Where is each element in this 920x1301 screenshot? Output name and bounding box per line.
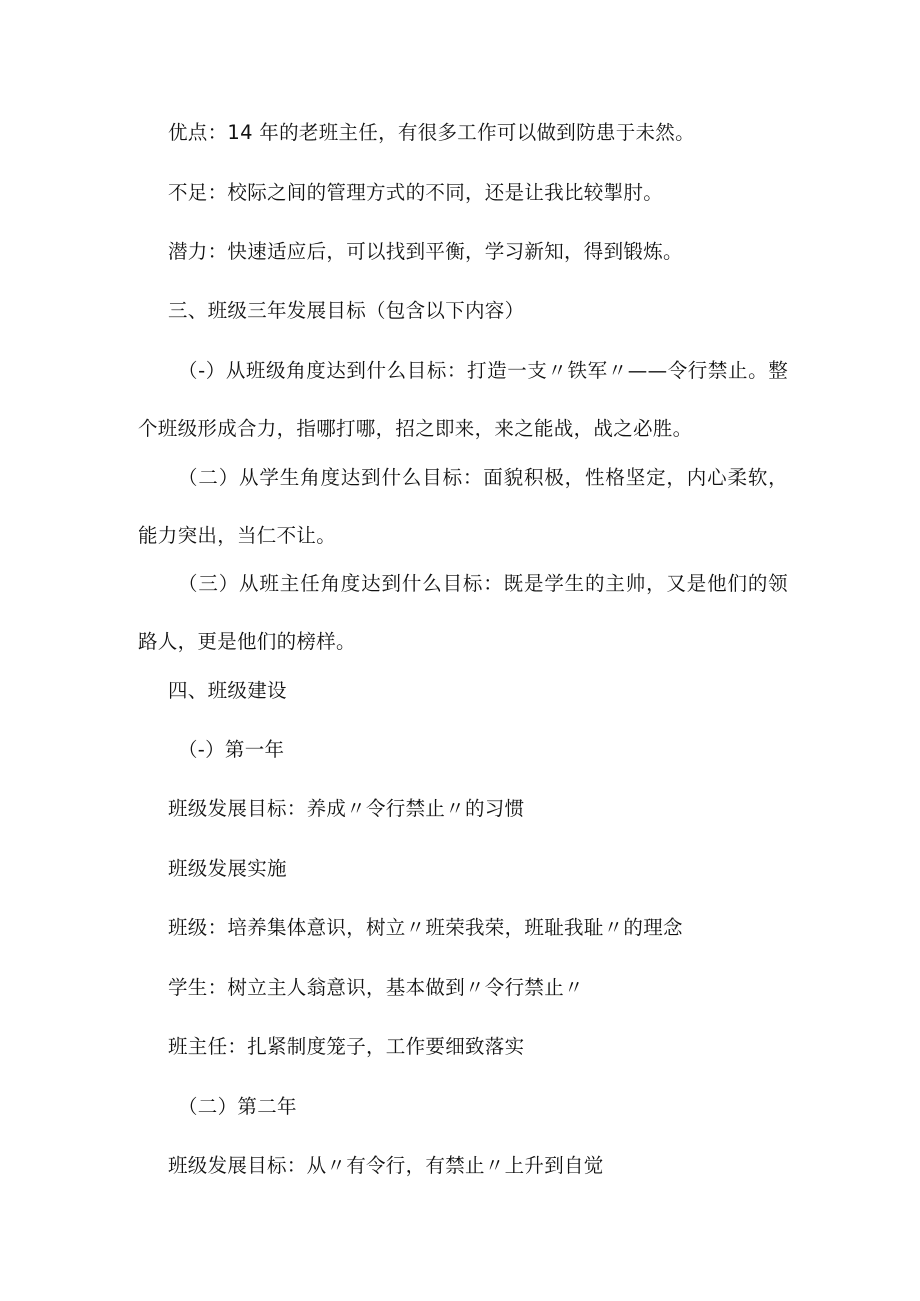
year-1-class-item: 班级：培养集体意识，树立〃班荣我荣，班耻我耻〃的理念 — [168, 916, 683, 939]
strengths-line: 优点：14 年的老班主任，有很多工作可以做到防患于未然。 — [168, 121, 695, 144]
year-2-heading: （二）第二年 — [178, 1095, 297, 1118]
teacher-goal-paragraph: （三）从班主任角度达到什么目标：既是学生的主帅，又是他们的领路人，更是他们的榜样。 — [138, 572, 788, 653]
year-1-goal: 班级发展目标：养成〃令行禁止〃的习惯 — [168, 797, 525, 820]
year-1-implementation-heading: 班级发展实施 — [168, 857, 287, 880]
section-3-heading: 三、班级三年发展目标（包含以下内容） — [168, 299, 525, 322]
year-1-heading: （-）第一年 — [178, 738, 285, 761]
weaknesses-line: 不足：校际之间的管理方式的不同，还是让我比较掣肘。 — [168, 181, 664, 204]
student-goal-paragraph: （二）从学生角度达到什么目标：面貌积极，性格坚定，内心柔软，能力突出，当仁不让。 — [138, 466, 788, 547]
year-1-teacher-item: 班主任：扎紧制度笼子，工作要细致落实 — [168, 1035, 525, 1058]
year-2-goal: 班级发展目标：从〃有令行，有禁止〃上升到自觉 — [168, 1154, 604, 1177]
year-1-student-item: 学生：树立主人翁意识，基本做到〃令行禁止〃 — [168, 976, 584, 999]
section-4-heading: 四、班级建设 — [168, 679, 287, 702]
class-goal-paragraph: （-）从班级角度达到什么目标：打造一支〃铁军〃——令行禁止。整个班级形成合力，指哪打哪，招之即来，来之能战，战之必胜。 — [138, 359, 788, 440]
potential-line: 潜力：快速适应后，可以找到平衡，学习新知，得到锻炼。 — [168, 240, 683, 263]
